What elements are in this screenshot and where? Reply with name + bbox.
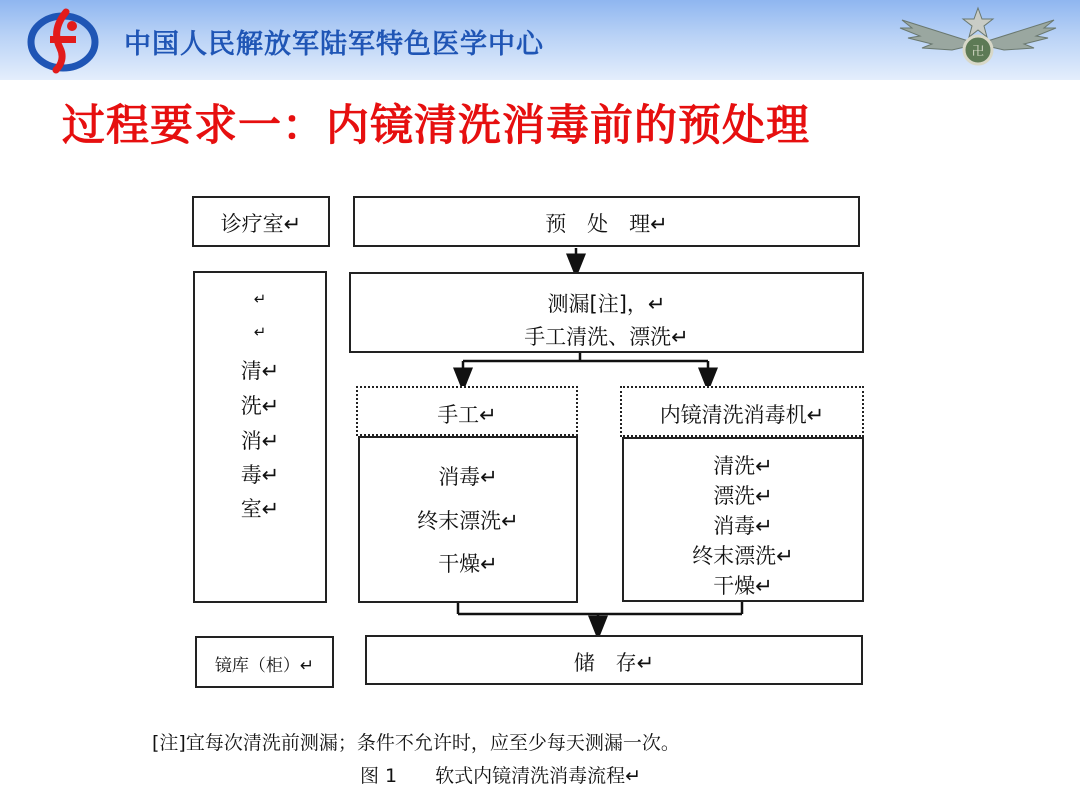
machine-step: 漂洗↵ [713,484,773,508]
room-wash-line: ↵ [253,290,267,308]
room-wash-line: 毒↵ [240,463,280,487]
slide-title: 过程要求一：内镜清洗消毒前的预处理 [62,101,810,151]
step-leak-line2: 手工清洗、漂洗↵ [524,325,689,349]
manual-step: 消毒↵ [438,465,498,489]
step-leak-line1: 测漏[注]，↵ [547,292,666,316]
figure-caption: 图 1 软式内镜清洗消毒流程↵ [360,765,642,787]
room-wash-line: 清↵ [240,359,280,383]
room-wash-line: ↵ [253,323,267,341]
room-wash-line: 洗↵ [240,394,280,418]
machine-step: 清洗↵ [713,454,773,478]
footnote: [注]宜每次清洗前测漏；条件不允许时，应至少每天测漏一次。 [152,732,680,754]
room-clinic-label: 诊疗室↵ [220,212,302,236]
step-pretreat-label: 预 处 理↵ [545,212,668,236]
machine-step: 终末漂洗↵ [692,544,794,568]
organization-name: 中国人民解放军陆军特色医学中心 [124,29,544,60]
machine-step: 消毒↵ [713,514,773,538]
room-storage-label: 镜库（柜）↵ [214,656,315,676]
machine-step: 干燥↵ [713,574,773,598]
manual-step: 干燥↵ [438,552,498,576]
manual-header-label: 手工↵ [437,403,497,427]
step-store-label: 储 存↵ [573,651,655,675]
manual-step: 终末漂洗↵ [417,509,519,533]
svg-text:卍: 卍 [971,44,985,58]
room-wash-line: 消↵ [240,429,280,453]
machine-header-label: 内镜清洗消毒机↵ [659,403,825,427]
room-wash-line: 室↵ [240,497,280,521]
